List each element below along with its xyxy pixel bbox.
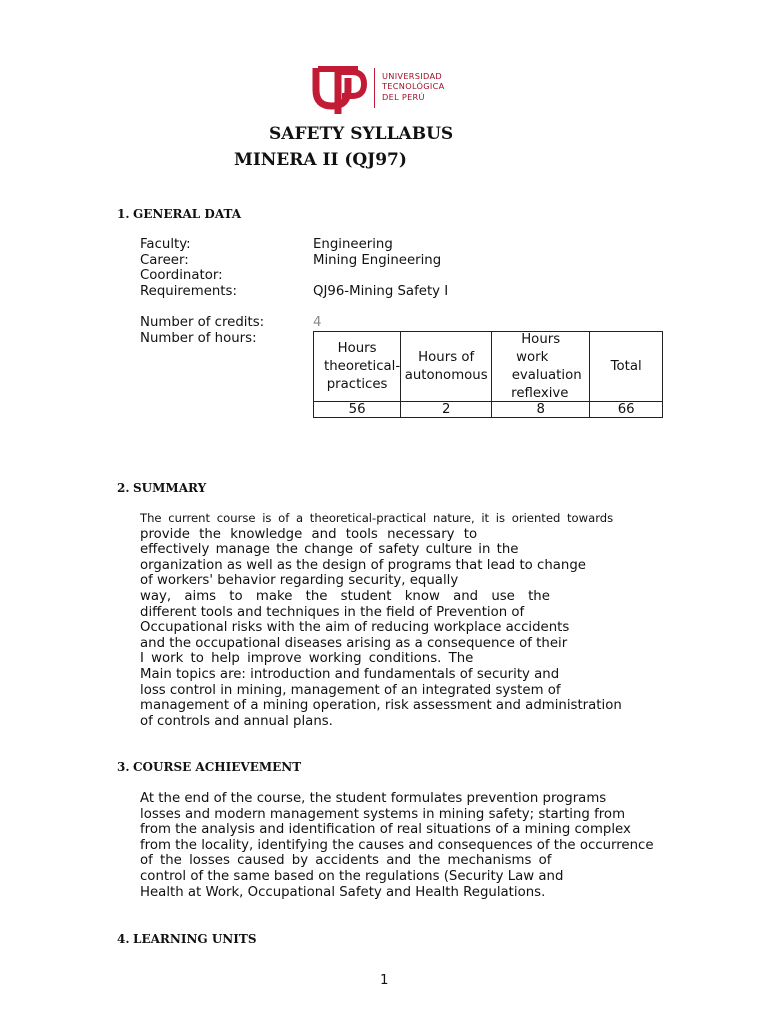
summary-line: management of a mining operation, risk assessment and administration (140, 698, 622, 714)
requirements-value: QJ96-Mining Safety I (313, 284, 449, 299)
header-work-evaluation (492, 332, 590, 402)
faculty-value: Engineering (313, 237, 393, 252)
faculty-label: Faculty: (140, 237, 191, 252)
logo-line-3: DEL PERÚ (382, 91, 425, 102)
section-heading-general-data (117, 207, 241, 221)
credits-value: 4 (313, 315, 322, 330)
table-cell: 66 (590, 402, 663, 418)
achievement-paragraph (140, 791, 654, 900)
section-heading-learning-units (117, 932, 257, 946)
table-header-row (314, 332, 663, 402)
header-line: theoretical- (324, 358, 401, 374)
career-label: Career: (140, 253, 189, 268)
logo-wordmark (382, 71, 445, 102)
page-number: 1 (380, 973, 389, 988)
summary-line: of workers' behavior regarding security, equally (140, 573, 459, 589)
table-cell: 8 (492, 402, 590, 418)
section-label: SUMMARY (133, 481, 207, 495)
table-row (314, 402, 663, 418)
credits-label: Number of credits: (140, 315, 265, 330)
header-line: practices (326, 376, 388, 392)
logo-line-2: TECNOLÓGICA (382, 81, 445, 92)
header-line: autonomous (404, 367, 488, 383)
summary-line: I work to help improve working conditions. The (140, 651, 474, 667)
summary-line: and the occupational diseases arising as a consequence of their (140, 635, 568, 651)
header-line: work (516, 349, 549, 365)
summary-line: Main topics are: introduction and fundamentals of security and (140, 666, 560, 682)
section-label: GENERAL DATA (133, 207, 242, 221)
section-heading-summary (117, 481, 206, 495)
utp-logo-icon (298, 56, 376, 120)
achievement-line: from the locality, identifying the causes and consequences of the occurrence (140, 837, 654, 853)
header-autonomous (401, 332, 492, 402)
section-heading-course-achievement (117, 760, 301, 774)
summary-line: effectively manage the change of safety culture in the (140, 542, 519, 558)
header-line: evaluation (511, 367, 582, 383)
course-title: MINERA II (QJ97) (234, 150, 407, 170)
header-line: reflexive (511, 385, 569, 401)
career-value: Mining Engineering (313, 253, 442, 268)
section-number: 2. (117, 481, 130, 495)
summary-line: Occupational risks with the aim of reducing workplace accidents (140, 620, 570, 636)
header-line: Hours of (418, 349, 475, 365)
summary-line: provide the knowledge and tools necessary to (140, 526, 478, 542)
header-line: Total (610, 358, 642, 374)
section-label: LEARNING UNITS (133, 932, 257, 946)
document-title: SAFETY SYLLABUS (269, 124, 454, 144)
table-cell: 2 (401, 402, 492, 418)
logo-divider (374, 68, 375, 108)
header-line: Hours (337, 340, 377, 356)
section-number: 1. (117, 207, 130, 221)
coordinator-label: Coordinator: (140, 268, 223, 283)
logo-line-1: UNIVERSIDAD (382, 71, 442, 81)
table-cell: 56 (314, 402, 401, 418)
summary-line: different tools and techniques in the field of Prevention of (140, 604, 525, 620)
summary-line: organization as well as the design of programs that lead to change (140, 557, 586, 573)
header-theoretical-practices (314, 332, 401, 402)
requirements-label: Requirements: (140, 284, 237, 299)
university-logo (298, 56, 476, 120)
hours-label: Number of hours: (140, 331, 257, 346)
section-label: COURSE ACHIEVEMENT (133, 760, 302, 774)
achievement-line: from the analysis and identification of real situations of a mining complex (140, 822, 631, 838)
summary-line: of controls and annual plans. (140, 713, 333, 729)
hours-table (313, 331, 663, 418)
section-number: 3. (117, 760, 130, 774)
achievement-line: At the end of the course, the student formulates prevention programs (140, 791, 607, 806)
summary-line: way, aims to make the student know and use the (140, 588, 550, 604)
achievement-line: Health at Work, Occupational Safety and Health Regulations. (140, 884, 546, 900)
achievement-line: of the losses caused by accidents and the mechanisms of (140, 853, 552, 869)
section-number: 4. (117, 932, 130, 946)
achievement-line: losses and modern management systems in mining safety; starting from (140, 806, 626, 822)
summary-paragraph (140, 511, 622, 729)
summary-line: loss control in mining, management of an integrated system of (140, 682, 561, 698)
summary-line: The current course is of a theoretical-practical nature, it is oriented towards (140, 511, 614, 525)
header-total (590, 332, 663, 402)
header-line: Hours (521, 331, 561, 347)
achievement-line: control of the same based on the regulations (Security Law and (140, 868, 564, 884)
